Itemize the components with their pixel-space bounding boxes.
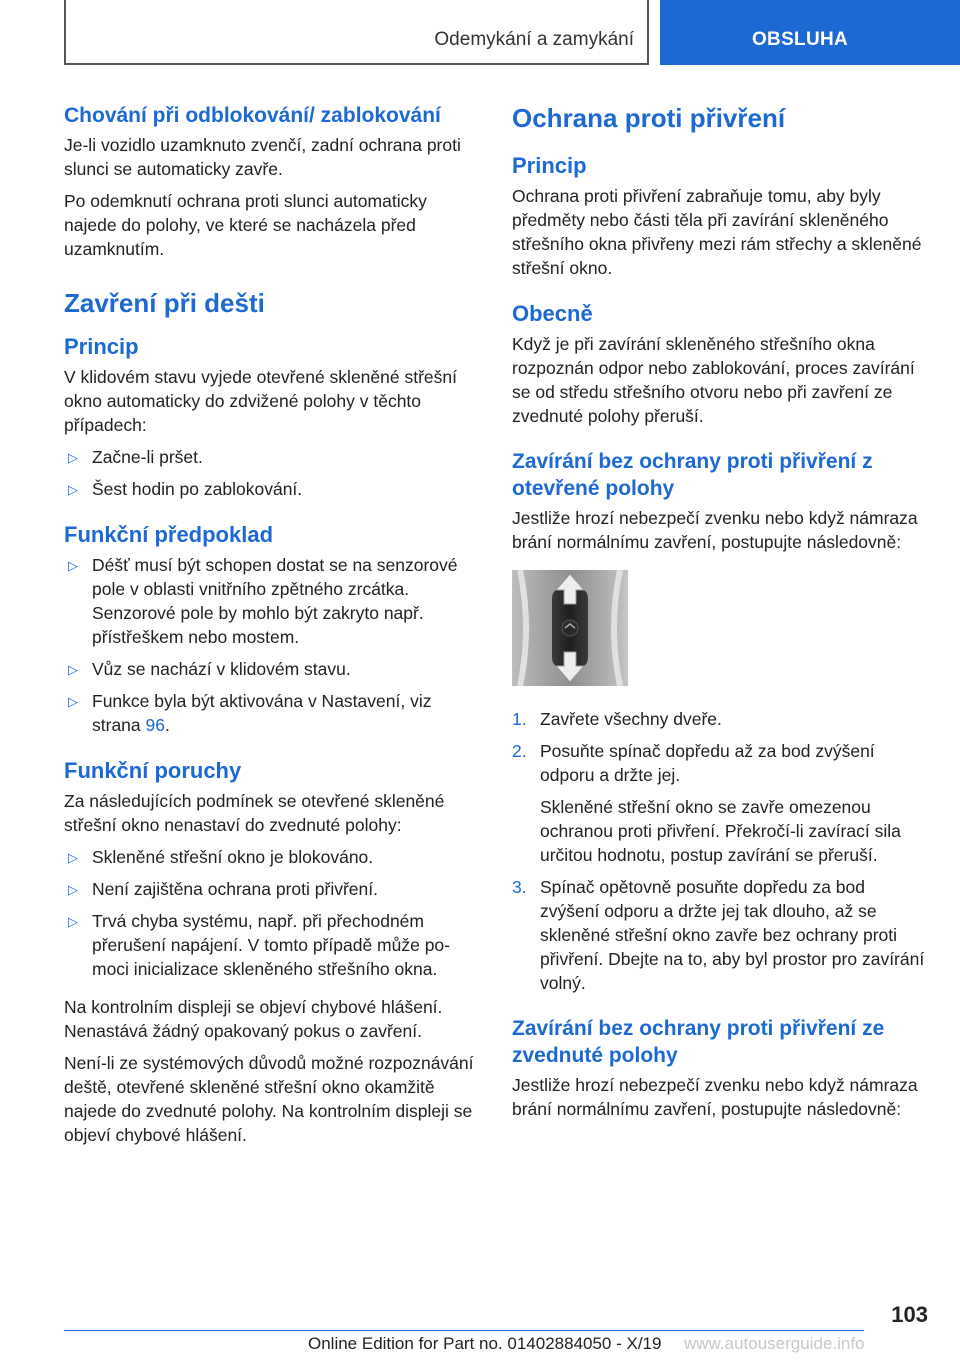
chapter-title: Odemykání a zamykání: [434, 29, 634, 50]
list-item: ▷ Déšť musí být schopen dostat se na senzorové pole v oblasti vnitřního zpětného zrcátka. Senzorové pole by mohlo být zakryto např. přístřeškem nebo mostem.: [68, 555, 458, 647]
step-item: 3. Spínač opětovně posuňte dopředu za bod zvýšení odporu a držte jej tak dlouho, až se skleněné střešní okno zavře bez ochrany proti přivření. Dbejte na to, aby byl prostor pro zavírání volný.: [512, 877, 925, 993]
paragraph: Po odemknutí ochrana proti slunci automaticky najede do polohy, ve které se nacházela před uzamknutím.: [64, 191, 427, 259]
step-note: Skleněné střešní okno se zavře omezenou ochranou proti přivření. Překročí-li zavírací sila určitou hodnotu, postup zavírání se přeruší.: [540, 797, 901, 865]
list-item: ▷ Trvá chyba systému, např. při přechodném přerušení napájení. V tomto případě může pomoci inicializace skleněného střešního okna.: [68, 911, 450, 979]
bullet-list: [64, 445, 480, 501]
heading-prerequisite: Funkční předpoklad: [64, 522, 274, 547]
list-item: ▷ Vůz se nachází v klidovém stavu.: [64, 657, 480, 681]
heading-close-from-open: Zavírání bez ochrany proti přivření z otevřené polohy: [512, 450, 873, 500]
paragraph: Je-li vozidlo uzamknuto zvenčí, zadní ochrana proti slunci se automaticky zavře.: [64, 135, 461, 179]
heading-faults: Funkční poruchy: [64, 758, 242, 783]
triangle-bullet-icon: ▷: [68, 882, 78, 897]
paragraph: Ochrana proti přivření zabraňuje tomu, aby byly předměty nebo části těla při zavírání skleněného střešního okna přivřeny mezi rám střechy a skleněné střešní okno.: [512, 186, 922, 278]
heading-rain-closing: Zavření při dešti: [64, 288, 265, 318]
left-column: [64, 102, 480, 1155]
paragraph: Za následujících podmínek se otevřené skleněné střešní okno nenastaví do zvednuté polohy:: [64, 791, 445, 835]
triangle-bullet-icon: ▷: [68, 450, 78, 465]
roof-switch-illustration: [512, 570, 628, 686]
header-rule: [64, 63, 649, 65]
paragraph: Jestliže hrozí nebezpečí zvenku nebo když námraza brání normálnímu zavření, postupujte následovně:: [512, 508, 918, 552]
watermark: www.autouserguide.info: [684, 1334, 865, 1353]
page-reference-link[interactable]: 96: [145, 715, 165, 735]
list-item: ▷ Není zajištěna ochrana proti přivření.: [64, 877, 480, 901]
header-divider-left: [64, 0, 66, 65]
list-item: ▷ Začne-li pršet.: [64, 445, 480, 469]
triangle-bullet-icon: ▷: [68, 914, 78, 929]
heading-behavior: Chování při odblokování/ zablokování: [64, 104, 441, 127]
list-item: ▷ Funkce byla být aktivována v Nastavení, viz strana 96.: [68, 691, 432, 735]
paragraph: Jestliže hrozí nebezpečí zvenku nebo když námraza brání normálnímu zavření, postupujte následovně:: [512, 1075, 918, 1119]
step-item: 1. Zavřete všechny dveře.: [512, 709, 722, 729]
list-item: ▷ Skleněné střešní okno je blokováno.: [64, 845, 480, 869]
triangle-bullet-icon: ▷: [68, 694, 78, 709]
heading-principle: Princip: [64, 334, 139, 359]
bullet-list: [64, 553, 480, 737]
heading-pinch-protection: Ochrana proti přivření: [512, 103, 786, 133]
paragraph: Když je při zavírání skleněného střešního okna rozpoznán odpor nebo zablokování, proces zavírání se od středu střešního otvoru nebo při zavření ze zvednuté polohy přeruší.: [512, 334, 915, 426]
paragraph: Na kontrolním displeji se objeví chybové hlášení. Nenastává žádný opakovaný pokus o zavření.: [64, 997, 443, 1041]
footer-rule: [64, 1330, 864, 1331]
paragraph: Není-li ze systémových důvodů možné rozpoznávání deště, otevřené skleněné střešní okno okamžitě najede do zvednuté polohy. Na kontrolním displeji se objeví chybové hlášení.: [64, 1053, 474, 1145]
right-column: [512, 102, 928, 1129]
triangle-bullet-icon: ▷: [68, 482, 78, 497]
triangle-bullet-icon: ▷: [68, 850, 78, 865]
numbered-steps: [512, 707, 928, 995]
edition-text: Online Edition for Part no. 01402884050 - X/19: [308, 1334, 662, 1353]
heading-close-from-raised: Zavírání bez ochrany proti přivření ze zvednuté polohy: [512, 1017, 885, 1067]
page-number: 103: [891, 1302, 928, 1327]
list-item: ▷ Šest hodin po zablokování.: [64, 477, 480, 501]
triangle-bullet-icon: ▷: [68, 558, 78, 573]
paragraph: V klidovém stavu vyjede otevřené skleněné střešní okno automaticky do zdvižené polohy v těchto případech:: [64, 367, 457, 435]
triangle-bullet-icon: ▷: [68, 662, 78, 677]
heading-principle: Princip: [512, 153, 587, 178]
section-tab-label: OBSLUHA: [751, 29, 849, 50]
bullet-list: [64, 845, 480, 981]
step-item: 2. Posuňte spínač dopředu až za bod zvýšení odporu a držte jej. Skleněné střešní okno se zavře omezenou ochranou proti přivření. Překročí-li zavírací sila určitou hodnotu, postup zavírání se přeruší.: [512, 739, 928, 867]
heading-general: Obecně: [512, 301, 593, 326]
header-divider-right: [647, 0, 649, 65]
